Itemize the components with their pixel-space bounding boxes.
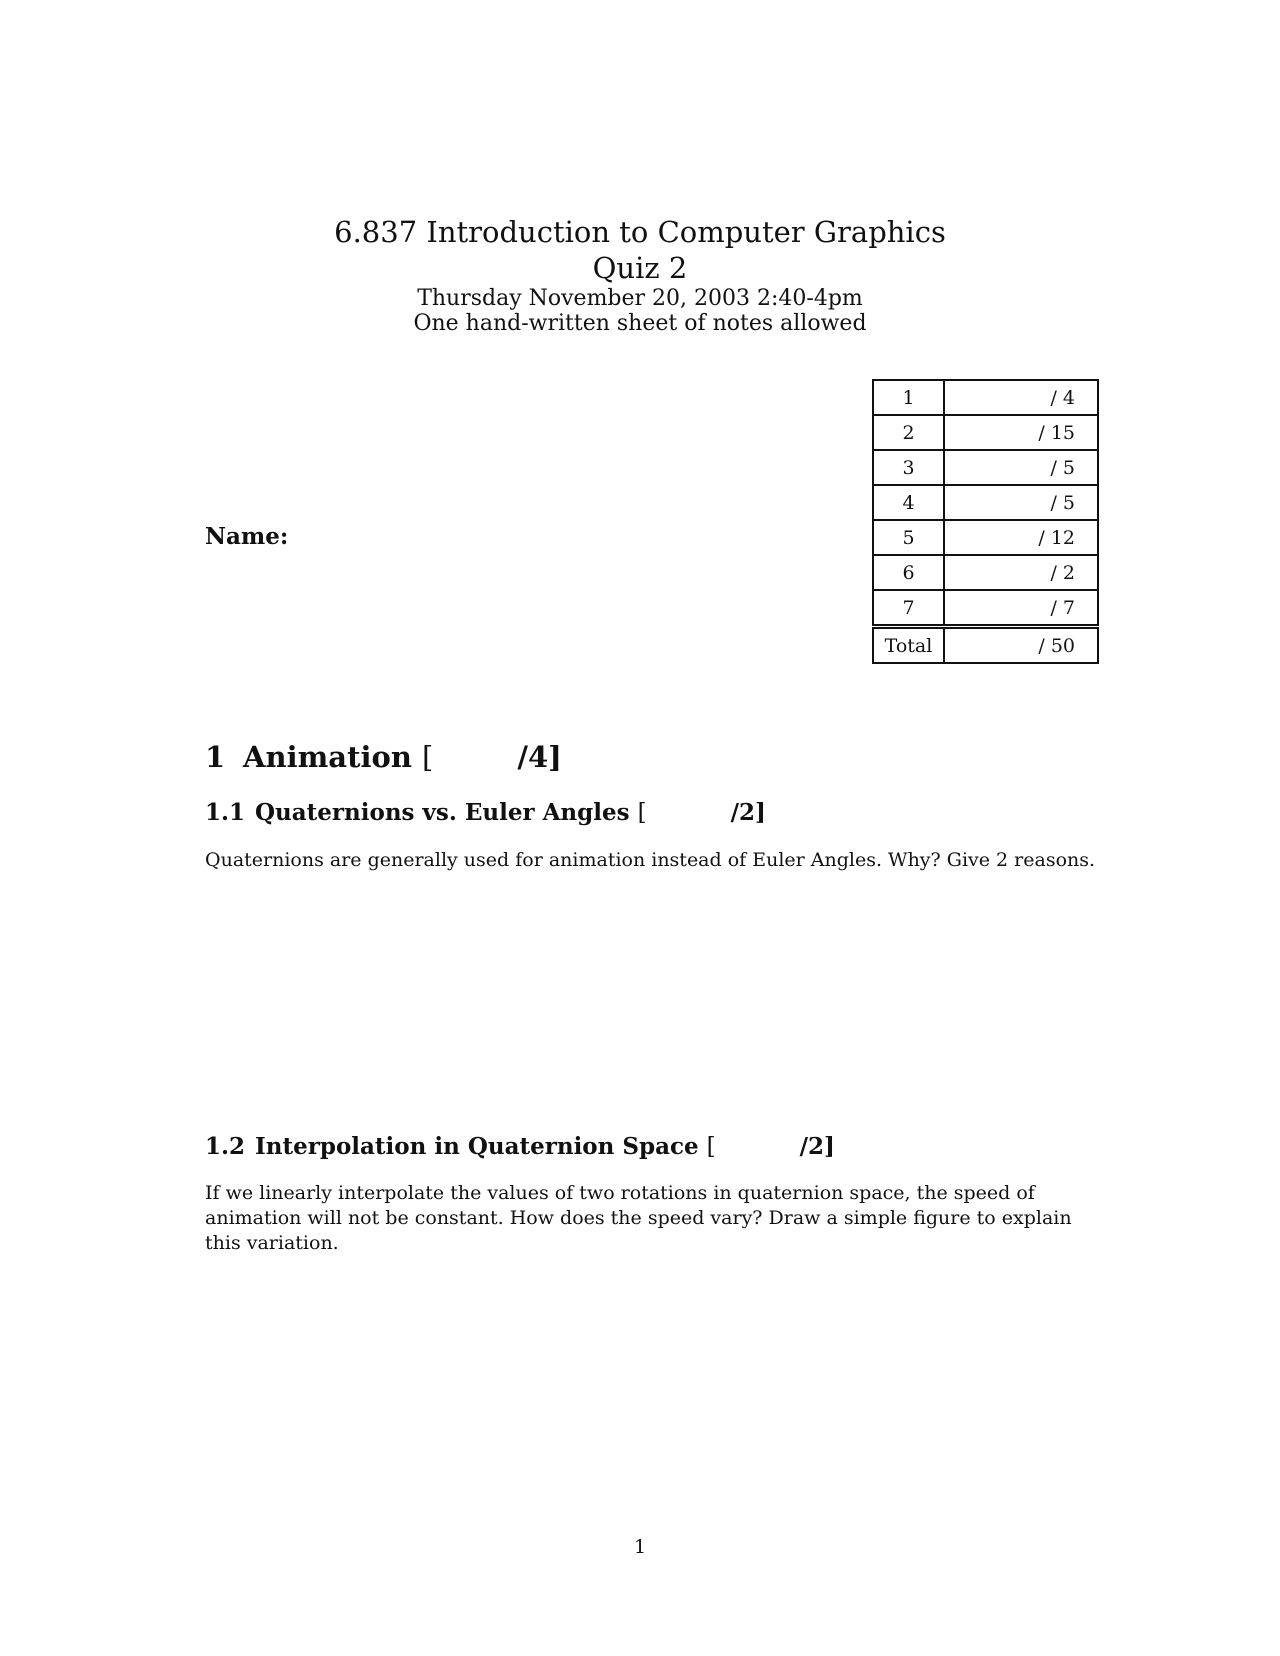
subsection-title: Quaternions vs. Euler Angles (255, 799, 630, 826)
subsection-score: /2] (730, 799, 766, 826)
question-number: 6 (873, 555, 944, 590)
section-number: 1 (205, 740, 226, 774)
question-points: / 2 (944, 555, 1098, 590)
question-text: Quaternions are generally used for animation instead of Euler Angles. Why? Give 2 reasons. (205, 849, 1096, 871)
question-points: / 4 (944, 380, 1098, 415)
question-number: 3 (873, 450, 944, 485)
section-score-open: [ (422, 740, 434, 774)
section-heading (205, 740, 562, 774)
question-number: 7 (873, 590, 944, 627)
question-points: / 12 (944, 520, 1098, 555)
total-label: Total (873, 627, 944, 664)
document-header (0, 214, 1280, 336)
question-points: / 5 (944, 485, 1098, 520)
subsection-heading (205, 799, 766, 826)
quiz-date: Thursday November 20, 2003 2:40-4pm (417, 286, 863, 311)
score-row (873, 415, 1098, 450)
score-total-row (873, 627, 1098, 664)
question-text: If we linearly interpolate the values of two rotations in quaternion space, the speed of animation will not be constant. How does the speed vary? Draw a simple figure to explain this variation. (205, 1182, 1072, 1254)
page-number: 1 (633, 1536, 647, 1558)
quiz-title: Quiz 2 (592, 251, 688, 285)
score-row (873, 380, 1098, 415)
name-label: Name: (205, 523, 289, 550)
score-row (873, 520, 1098, 555)
subsection-score: /2] (799, 1133, 835, 1160)
question-points: / 7 (944, 590, 1098, 627)
section-title: Animation (243, 740, 412, 774)
subsection-score-open: [ (637, 800, 647, 826)
notes-policy: One hand-written sheet of notes allowed (413, 311, 867, 336)
course-title: 6.837 Introduction to Computer Graphics (334, 215, 946, 249)
question-number: 4 (873, 485, 944, 520)
question-number: 1 (873, 380, 944, 415)
total-points: / 50 (944, 627, 1098, 664)
score-row (873, 450, 1098, 485)
score-row (873, 485, 1098, 520)
score-table (872, 379, 1099, 664)
subsection-number: 1.1 (205, 799, 246, 826)
subsection-number: 1.2 (205, 1133, 246, 1160)
subsection-score-open: [ (706, 1134, 716, 1160)
question-number: 5 (873, 520, 944, 555)
subsection-title: Interpolation in Quaternion Space (255, 1133, 699, 1160)
score-row (873, 555, 1098, 590)
question-number: 2 (873, 415, 944, 450)
section-score: /4] (517, 740, 562, 774)
question-points: / 5 (944, 450, 1098, 485)
subsection-heading (205, 1133, 835, 1160)
question-points: / 15 (944, 415, 1098, 450)
score-row (873, 590, 1098, 627)
